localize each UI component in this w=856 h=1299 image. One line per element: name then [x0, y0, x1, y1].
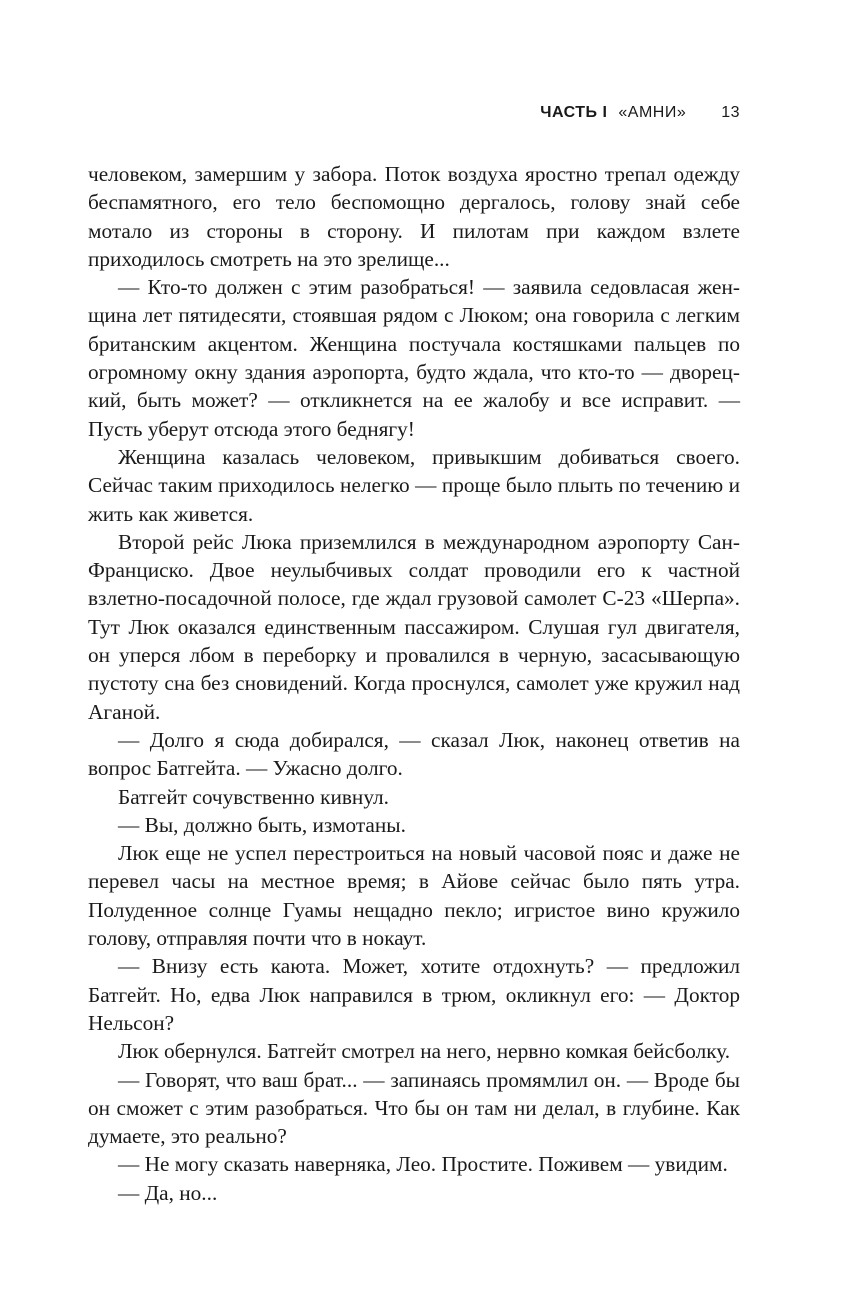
paragraph: Женщина казалась человеком, привыкшим добиваться своего. Сейчас таким приходилось нелегко — проще было плыть по течению и жить как живется.	[88, 444, 740, 526]
part-label: ЧАСТЬ I	[540, 104, 608, 121]
paragraph: — Говорят, что ваш брат... — запинаясь промямлил он. — Вроде бы он сможет с этим разобраться. Что бы он там ни делал, в глубине. Как думаете, это реально?	[88, 1067, 740, 1149]
paragraph: Батгейт сочувственно кивнул.	[118, 784, 389, 809]
paragraph: — Вы, должно быть, измотаны.	[118, 812, 406, 837]
paragraph: человеком, замершим у забора. Поток воздуха яростно трепал одежду беспамятного, его тело беспомощно дергалось, голову знай себе мотало из стороны в сторону. И пилотам при каждом взлете приходилось смотреть на это зрелище...	[88, 162, 740, 271]
chapter-title: «АМНИ»	[618, 104, 687, 121]
running-header	[540, 104, 740, 122]
page-number: 13	[721, 104, 740, 121]
paragraph: — Да, но...	[118, 1180, 218, 1205]
page-body	[88, 160, 740, 1207]
paragraph: — Кто-то должен с этим разобраться! — заявила седовласая женщина лет пятидесяти, стоявшая рядом с Люком; она говорила с легким британским акцентом. Женщина постучала костяшками пальцев по огромному окну здания аэропорта, будто ждала, что кто-то — дворецкий, быть может? — откликнется на ее жалобу и все исправит. — Пусть уберут отсюда этого беднягу!	[88, 275, 740, 441]
paragraph: Второй рейс Люка приземлился в международном аэропорту Сан-Франциско. Двое неулыбчивых солдат проводили его к частной взлетно-посадочной полосе, где ждал грузовой самолет C-23 «Шерпа». Тут Люк оказался единственным пассажиром. Слушая гул двигателя, он уперся лбом в переборку и провалился в черную, засасывающую пустоту сна без сновидений. Когда проснулся, самолет уже кружил над Аганой.	[88, 529, 740, 724]
paragraph: — Долго я сюда добирался, — сказал Люк, наконец ответив на вопрос Батгейта. — Ужасно долго.	[88, 727, 740, 781]
paragraph: — Не могу сказать наверняка, Лео. Простите. Поживем — увидим.	[118, 1152, 728, 1177]
paragraph: Люк обернулся. Батгейт смотрел на него, нервно комкая бейсболку.	[118, 1039, 731, 1064]
paragraph: Люк еще не успел перестроиться на новый часовой пояс и даже не перевел часы на местное время; в Айове сейчас было пять утра. Полуденное солнце Гуамы нещадно пекло; игристое вино кружило голову, отправляя почти что в нокаут.	[88, 841, 740, 951]
paragraph: — Внизу есть каюта. Может, хотите отдохнуть? — предложил Батгейт. Но, едва Люк направился в трюм, окликнул его: — Доктор Нельсон?	[88, 954, 740, 1035]
